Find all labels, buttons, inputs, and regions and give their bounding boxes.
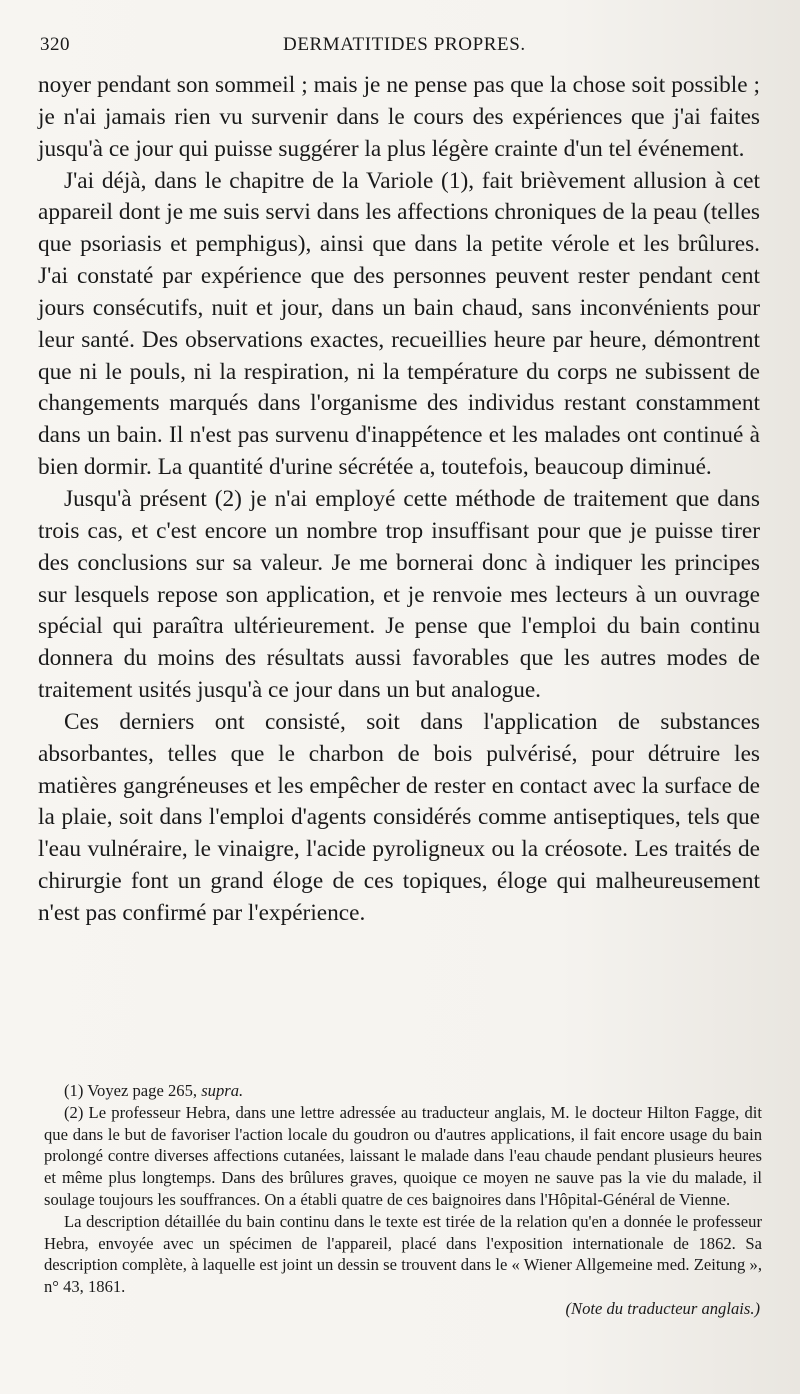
main-text bbox=[38, 70, 760, 930]
paragraph-1: noyer pendant son sommeil ; mais je ne pense pas que la chose soit possible ; je n'ai jamais rien vu survenir dans le cours des expériences que j'ai faites jusqu'à ce jour qui puisse suggérer la plus légère crainte d'un tel événement. bbox=[38, 72, 760, 162]
running-head: DERMATITIDES PROPRES. bbox=[283, 34, 526, 55]
footnote-1-text: (1) Voyez page 265, bbox=[64, 1081, 202, 1100]
footnotes bbox=[44, 1080, 762, 1320]
footnote-2: (2) Le professeur Hebra, dans une lettre adressée au traducteur anglais, M. le docteur Hilton Fagge, dit que dans le but de favoriser l'action locale du goudron ou d'autres applications, il fait encore usage du bain prolongé contre diverses affections cutanées, laissant le malade dans l'eau chaude pendant plusieurs heures et même plus longtemps. Dans des brûlures graves, quoique ce moyen ne sauve pas la vie du malade, il soulage toujours les souffrances. On a établi quatre de ces baignoires dans l'Hôpital-Général de Vienne. bbox=[44, 1102, 762, 1209]
footnote-1-italic: supra. bbox=[201, 1081, 244, 1100]
paragraph-2: J'ai déjà, dans le chapitre de la Variole (1), fait brièvement allusion à cet appareil dont je me suis servi dans les affections chroniques de la peau (telles que psoriasis et pemphigus), ainsi que dans la petite vérole et les brûlures. J'ai constaté par expérience que des personnes peuvent rester pendant cent jours consécutifs, nuit et jour, dans un bain chaud, sans inconvénients pour leur santé. Des observations exactes, recueillies heure par heure, démontrent que ni le pouls, ni la respiration, ni la température du corps ne subissent de changements marqués dans l'organisme des individus restant constamment dans un bain. Il n'est pas survenu d'inappétence et les malades ont continué à bien dormir. La quantité d'urine sécrétée a, toutefois, beaucoup diminué. bbox=[38, 167, 760, 481]
translator-note: La description détaillée du bain continu dans le texte est tirée de la relation qu'en a donnée le professeur Hebra, envoyée avec un spécimen de l'appareil, placé dans l'exposition internationale de 1862. Sa description complète, à laquelle est joint un dessin se trouvent dans le « Wiener Allgemeine med. Zeitung », n° 43, 1861. bbox=[44, 1211, 762, 1297]
footnote-1 bbox=[44, 1080, 762, 1102]
paragraph-4: Ces derniers ont consisté, soit dans l'application de substances absorbantes, telles que le charbon de bois pulvérisé, pour détruire les matières gangréneuses et les empêcher de rester en contact avec la surface de la plaie, soit dans l'emploi d'agents considérés comme antiseptiques, tels que l'eau vulnéraire, le vinaigre, l'acide pyroligneux ou la créosote. Les traités de chirurgie font un grand éloge de ces topiques, éloge qui malheureusement n'est pas confirmé par l'expérience. bbox=[38, 708, 760, 926]
page-header bbox=[40, 34, 760, 60]
translator-signature: (Note du traducteur anglais.) bbox=[565, 1298, 760, 1318]
paragraph-3: Jusqu'à présent (2) je n'ai employé cette méthode de traitement que dans trois cas, et c'est encore un nombre trop insuffisant pour que je puisse tirer des conclusions sur sa valeur. Je me bornerai donc à indiquer les principes sur lesquels repose son application, et je renvoie mes lecteurs à un ouvrage spécial qui paraîtra ultérieurement. Je pense que l'emploi du bain continu donnera du moins des résultats aussi favorables que les autres modes de traitement usités jusqu'à ce jour dans un but analogue. bbox=[38, 485, 760, 704]
page-number: 320 bbox=[40, 34, 70, 55]
